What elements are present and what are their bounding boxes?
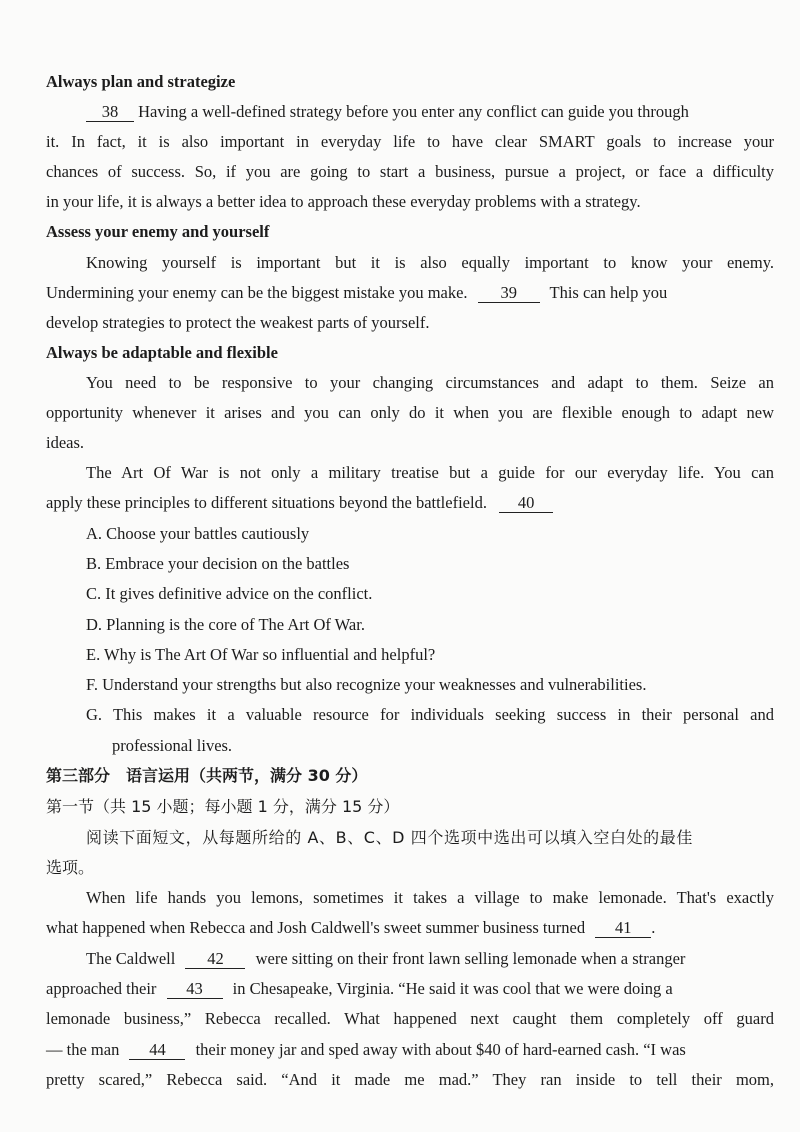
para-adapt-line2: opportunity whenever it arises and you can only do it when you are flexible enough to adapt new	[46, 403, 774, 422]
para-adapt-line1: You need to be responsive to your changing circumstances and adapt to them. Seize an	[86, 373, 774, 392]
heading-plan: Always plan and strategize	[46, 72, 236, 91]
blank-43[interactable]: 43	[167, 980, 223, 999]
option-a[interactable]: A. Choose your battles cautiously	[86, 524, 310, 543]
option-g[interactable]: G. This makes it a valuable resource for individuals seeking success in their personal and	[86, 705, 774, 724]
text: in Chesapeake, Virginia. “He said it was cool that we were doing a	[232, 979, 673, 998]
part3-instructions-line1: 阅读下面短文，从每题所给的 A、B、C、D 四个选项中选出可以填入空白处的最佳	[86, 828, 693, 847]
part3-title: 第三部分 语言运用（共两节，满分 30 分）	[46, 766, 368, 785]
para-assess-line1: Knowing yourself is important but it is also equally important to know your enemy.	[86, 253, 774, 272]
period: .	[651, 918, 656, 937]
text: approached their	[46, 979, 157, 998]
blank-38[interactable]: 38	[86, 103, 134, 122]
option-f[interactable]: F. Understand your strengths but also recognize your weaknesses and vulnerabilities.	[86, 675, 647, 694]
para-plan-line3: chances of success. So, if you are going to start a business, pursue a project, or face a difficulty	[46, 162, 774, 181]
option-g-continued: professional lives.	[112, 736, 233, 755]
blank-39[interactable]: 39	[478, 284, 540, 303]
para-adapt-line3: ideas.	[46, 433, 85, 452]
part3-section: 第一节（共 15 小题；每小题 1 分，满分 15 分）	[46, 797, 400, 816]
cloze-line1: When life hands you lemons, sometimes it takes a village to make lemonade. That's exactly	[86, 888, 774, 907]
cloze-line4	[46, 978, 774, 1000]
text: were sitting on their front lawn selling lemonade when a stranger	[255, 949, 686, 968]
text: Undermining your enemy can be the biggest mistake you make.	[46, 283, 468, 302]
text: what happened when Rebecca and Josh Caldwell's sweet summer business turned	[46, 918, 586, 937]
heading-adaptable: Always be adaptable and flexible	[46, 343, 278, 362]
blank-40[interactable]: 40	[499, 494, 553, 513]
cloze-line5: lemonade business,” Rebecca recalled. What happened next caught them completely off guard	[46, 1009, 774, 1028]
part3-instructions-line2: 选项。	[46, 858, 95, 877]
blank-44[interactable]: 44	[129, 1041, 185, 1060]
option-e[interactable]: E. Why is The Art Of War so influential and helpful?	[86, 645, 436, 664]
option-c[interactable]: C. It gives definitive advice on the conflict.	[86, 584, 373, 603]
text: — the man	[46, 1040, 120, 1059]
cloze-line6	[46, 1039, 774, 1061]
para-plan-line4: in your life, it is always a better idea to approach these everyday problems with a strategy.	[46, 192, 641, 211]
para-assess-line3: develop strategies to protect the weakest parts of yourself.	[46, 313, 430, 332]
text: apply these principles to different situations beyond the battlefield.	[46, 493, 487, 512]
cloze-line2	[46, 917, 774, 939]
para-conclusion-line1: The Art Of War is not only a military treatise but a guide for our everyday life. You can	[86, 463, 774, 482]
para-plan-line2: it. In fact, it is also important in everyday life to have clear SMART goals to increase your	[46, 132, 774, 151]
heading-assess: Assess your enemy and yourself	[46, 222, 270, 241]
text: Having a well-defined strategy before you enter any conflict can guide you through	[138, 102, 689, 121]
cloze-line3	[86, 948, 774, 970]
blank-41[interactable]: 41	[595, 919, 651, 938]
para-assess-line2	[46, 282, 774, 304]
para-conclusion-line2	[46, 492, 774, 514]
blank-42[interactable]: 42	[185, 950, 245, 969]
text: their money jar and sped away with about $40 of hard-earned cash. “I was	[195, 1040, 686, 1059]
text: This can help you	[549, 283, 668, 302]
cloze-line7: pretty scared,” Rebecca said. “And it made me mad.” They ran inside to tell their mom,	[46, 1070, 774, 1089]
option-b[interactable]: B. Embrace your decision on the battles	[86, 554, 350, 573]
option-d[interactable]: D. Planning is the core of The Art Of War.	[86, 615, 365, 634]
para-plan-line1	[86, 101, 774, 123]
text: The Caldwell	[86, 949, 176, 968]
